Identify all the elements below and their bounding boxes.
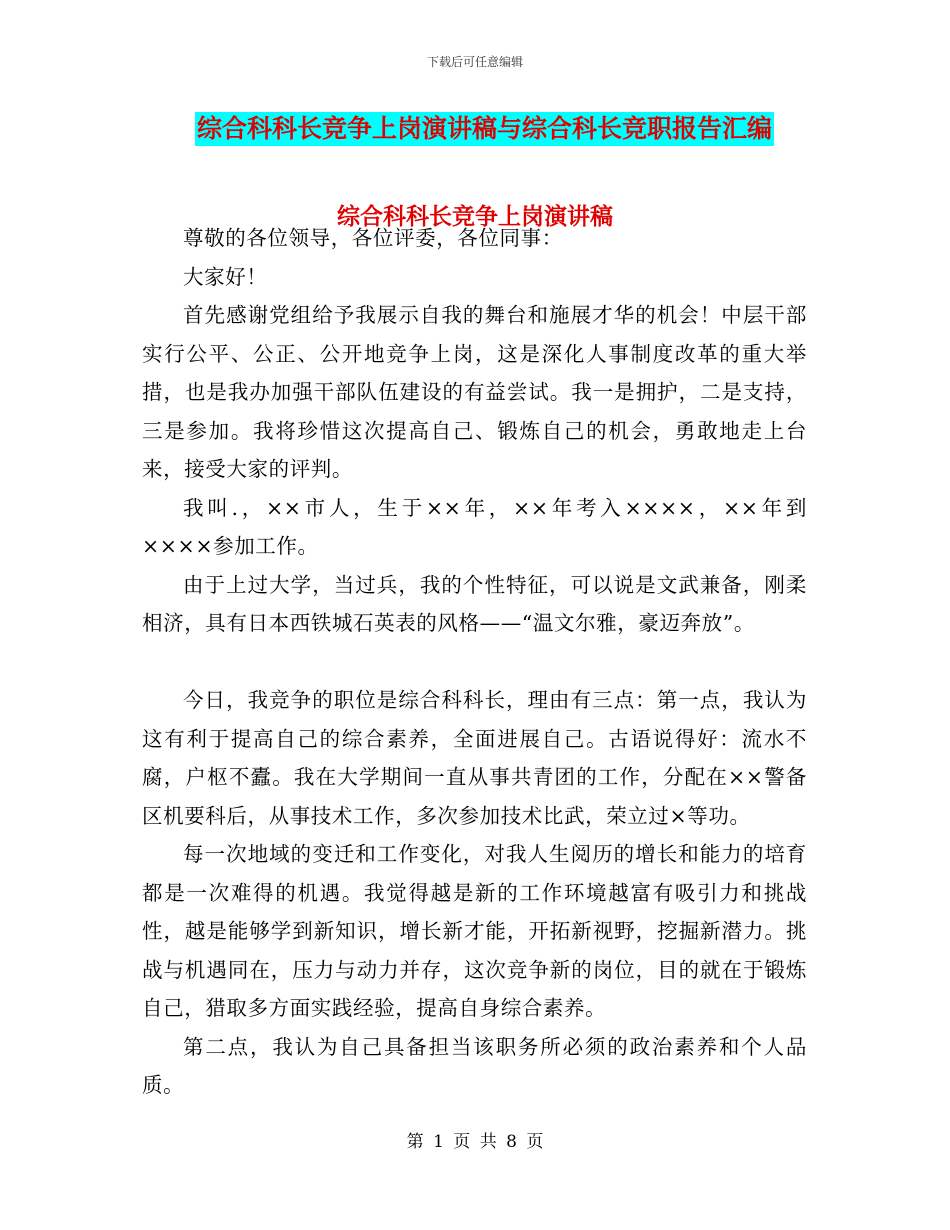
body-paragraph: 我叫.，××市人，生于××年，××年考入××××，××年到××××参加工作。 <box>142 495 807 558</box>
body-paragraph: 由于上过大学，当过兵，我的个性特征，可以说是文武兼备，刚柔相济，具有日本西铁城石英表的风格——“温文尔雅，豪迈奔放”。 <box>142 572 807 635</box>
page-header: 下载后可任意编辑 <box>426 55 523 69</box>
page-number: 第 1 页 共 8 页 <box>406 1132 544 1152</box>
document-title: 综合科科长竞争上岗演讲稿与综合科长竞职报告汇编 <box>195 112 774 146</box>
section-title: 综合科科长竞争上岗演讲稿 <box>337 203 613 230</box>
body-paragraph: 每一次地域的变迁和工作变化，对我人生阅历的增长和能力的培育都是一次难得的机遇。我觉得越是新的工作环境越富有吸引力和挑战性，越是能够学到新知识，增长新才能，开拓新视野，挖掘新潜力。挑战与机遇同在，压力与动力并存，这次竞争新的岗位，目的就在于锻炼自己，猎取多方面实践经验，提高自身综合素养。 <box>142 842 807 1020</box>
salutation-paragraph: 尊敬的各位领导，各位评委，各位同事： <box>183 226 563 250</box>
body-paragraph: 第二点，我认为自己具备担当该职务所必须的政治素养和个人品质。 <box>142 1034 807 1097</box>
body-paragraph: 今日，我竞争的职位是综合科科长，理由有三点：第一点，我认为这有利于提高自己的综合素养，全面进展自己。古语说得好：流水不腐，户枢不蠹。我在大学期间一直从事共青团的工作，分配在××警备区机要科后，从事技术工作，多次参加技术比武，荣立过×等功。 <box>142 688 807 828</box>
speech-body <box>142 219 807 1105</box>
body-paragraph: 首先感谢党组给予我展示自我的舞台和施展才华的机会！中层干部实行公平、公正、公开地竞争上岗，这是深化人事制度改革的重大举措，也是我办加强干部队伍建设的有益尝试。我一是拥护，二是支持，三是参加。我将珍惜这次提高自己、锻炼自己的机会，勇敢地走上台来，接受大家的评判。 <box>142 303 807 481</box>
greeting-paragraph: 大家好！ <box>183 264 268 289</box>
